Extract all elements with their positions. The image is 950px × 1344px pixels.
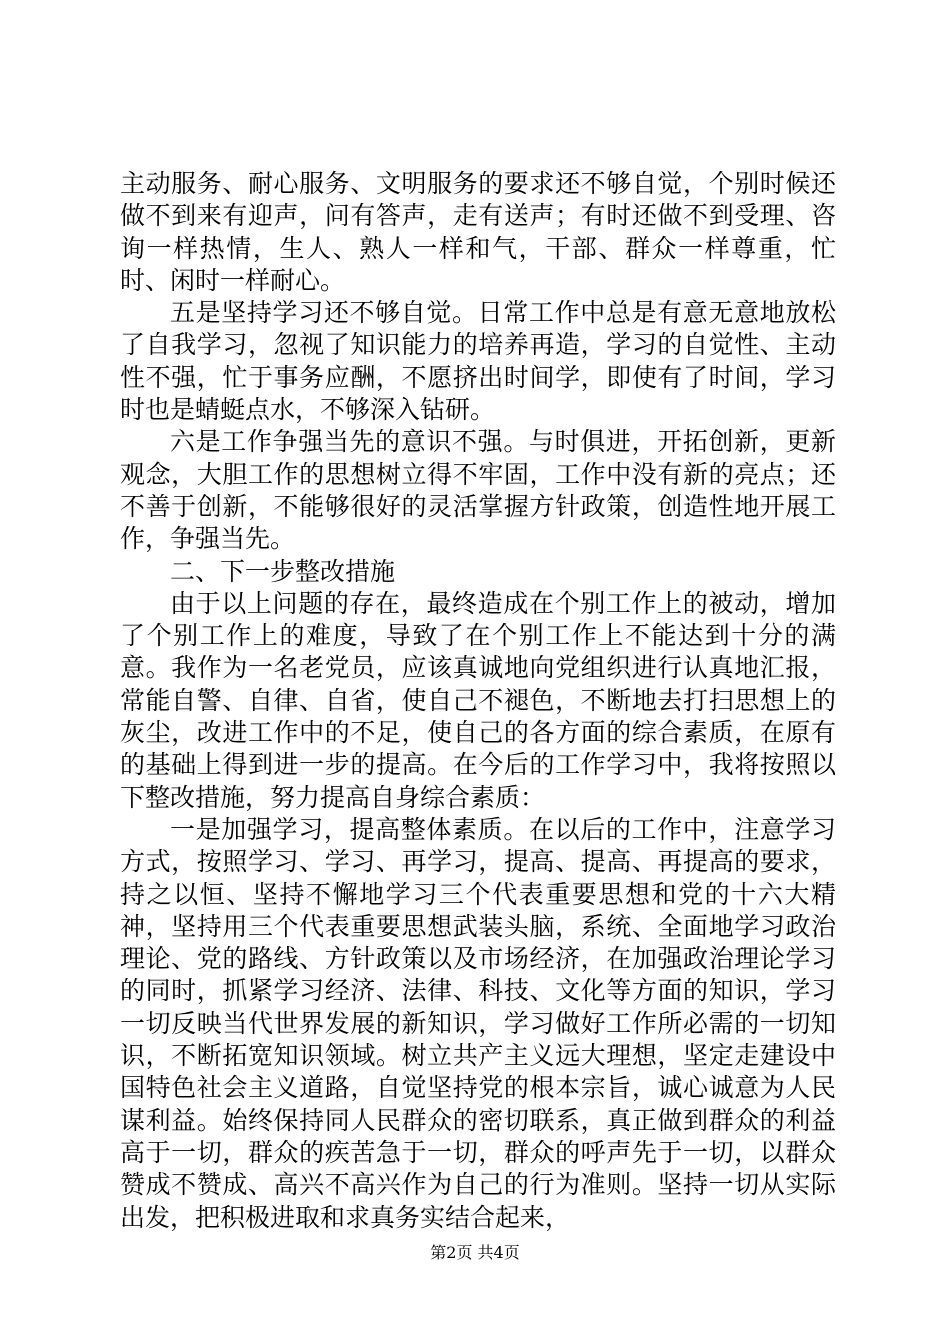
paragraph-continuation: 主动服务、耐心服务、文明服务的要求还不够自觉，个别时候还做不到来有迎声，问有答声，走有送声；有时还做不到受理、咨询一样热情，生人、熟人一样和气，干部、群众一样尊重，忙时、闲时一样耐心。 [120,169,836,295]
section-heading: 二、下一步整改措施 [170,556,396,586]
page-number-footer: 第2页 共4页 [430,1243,520,1262]
document-body [120,168,836,1234]
paragraph-intro-measures: 由于以上问题的存在，最终造成在个别工作上的被动，增加了个别工作上的难度，导致了在个别工作上不能达到十分的满意。我作为一名老党员，应该真诚地向党组织进行认真地汇报，常能自警、自律、自省，使自己不褪色，不断地去打扫思想上的灰尘，改进工作中的不足，使自己的各方面的综合素质，在原有的基础上得到进一步的提高。在今后的工作学习中，我将按照以下整改措施，努力提高自身综合素质： [120,588,836,812]
paragraph-measure-one: 一是加强学习，提高整体素质。在以后的工作中，注意学习方式，按照学习、学习、再学习，提高、提高、再提高的要求，持之以恒、坚持不懈地学习三个代表重要思想和党的十六大精神，坚持用三个代表重要思想武装头脑，系统、全面地学习政治理论、党的路线、方针政策以及市场经济，在加强政治理论学习的同时，抓紧学习经济、法律、科技、文化等方面的知识，学习一切反映当代世界发展的新知识，学习做好工作所必需的一切知识，不断拓宽知识领域。树立共产主义远大理想，坚定走建设中国特色社会主义道路，自觉坚持党的根本宗旨，诚心诚意为人民谋利益。始终保持同人民群众的密切联系，真正做到群众的利益高于一切，群众的疾苦急于一切，群众的呼声先于一切，以群众赞成不赞成、高兴不高兴作为自己的行为准则。坚持一切从实际出发，把积极进取和求真务实结合起来， [120,814,836,1232]
paragraph-point-six: 六是工作争强当先的意识不强。与时俱进，开拓创新，更新观念，大胆工作的思想树立得不牢固，工作中没有新的亮点；还不善于创新，不能够很好的灵活掌握方针政策，创造性地开展工作，争强当先。 [120,427,836,554]
paragraph-point-five: 五是坚持学习还不够自觉。日常工作中总是有意无意地放松了自我学习，忽视了知识能力的培养再造，学习的自觉性、主动性不强，忙于事务应酬，不愿挤出时间学，即使有了时间，学习时也是蜻蜓点水，不够深入钻研。 [120,298,836,425]
